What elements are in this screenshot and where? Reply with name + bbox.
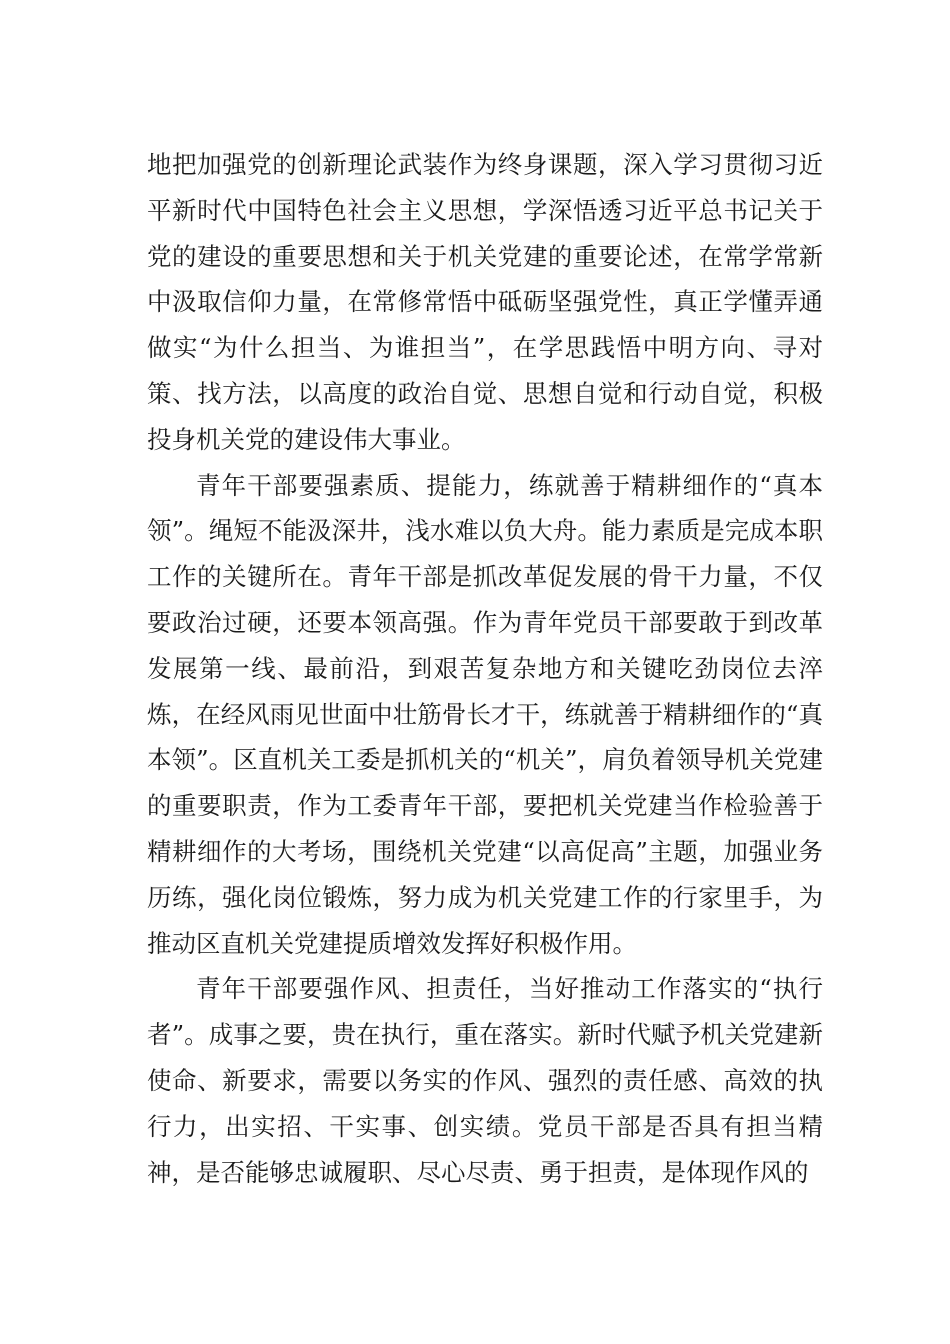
paragraph-3: 青年干部要强作风、担责任，当好推动工作落实的“执行者”。成事之要，贵在执行，重在落实。新时代赋予机关党建新使命、新要求，需要以务实的作风、强烈的责任感、高效的执行力，出实招、干实事、创实绩。党员干部是否具有担当精神，是否能够忠诚履职、尽心尽责、勇于担责，是体现作风的 — [147, 974, 823, 1187]
document-body — [147, 142, 823, 1195]
paragraph-2: 青年干部要强素质、提能力，练就善于精耕细作的“真本领”。绳短不能汲深井，浅水难以负大舟。能力素质是完成本职工作的关键所在。青年干部是抓改革促发展的骨干力量，不仅要政治过硬，还要本领高强。作为青年党员干部要敢于到改革发展第一线、最前沿，到艰苦复杂地方和关键吃劲岗位去淬炼，在经风雨见世面中壮筋骨长才干，练就善于精耕细作的“真本领”。区直机关工委是抓机关的“机关”，肩负着领导机关党建的重要职责，作为工委青年干部，要把机关党建当作检验善于精耕细作的大考场，围绕机关党建“以高促高”主题，加强业务历练，强化岗位锻炼，努力成为机关党建工作的行家里手，为推动区直机关党建提质增效发挥好积极作用。 — [147, 470, 823, 958]
paragraph-1: 地把加强党的创新理论武装作为终身课题，深入学习贯彻习近平新时代中国特色社会主义思想，学深悟透习近平总书记关于党的建设的重要思想和关于机关党建的重要论述，在常学常新中汲取信仰力量，在常修常悟中砥砺坚强党性，真正学懂弄通做实“为什么担当、为谁担当”，在学思践悟中明方向、寻对策、找方法，以高度的政治自觉、思想自觉和行动自觉，积极投身机关党的建设伟大事业。 — [147, 150, 823, 454]
